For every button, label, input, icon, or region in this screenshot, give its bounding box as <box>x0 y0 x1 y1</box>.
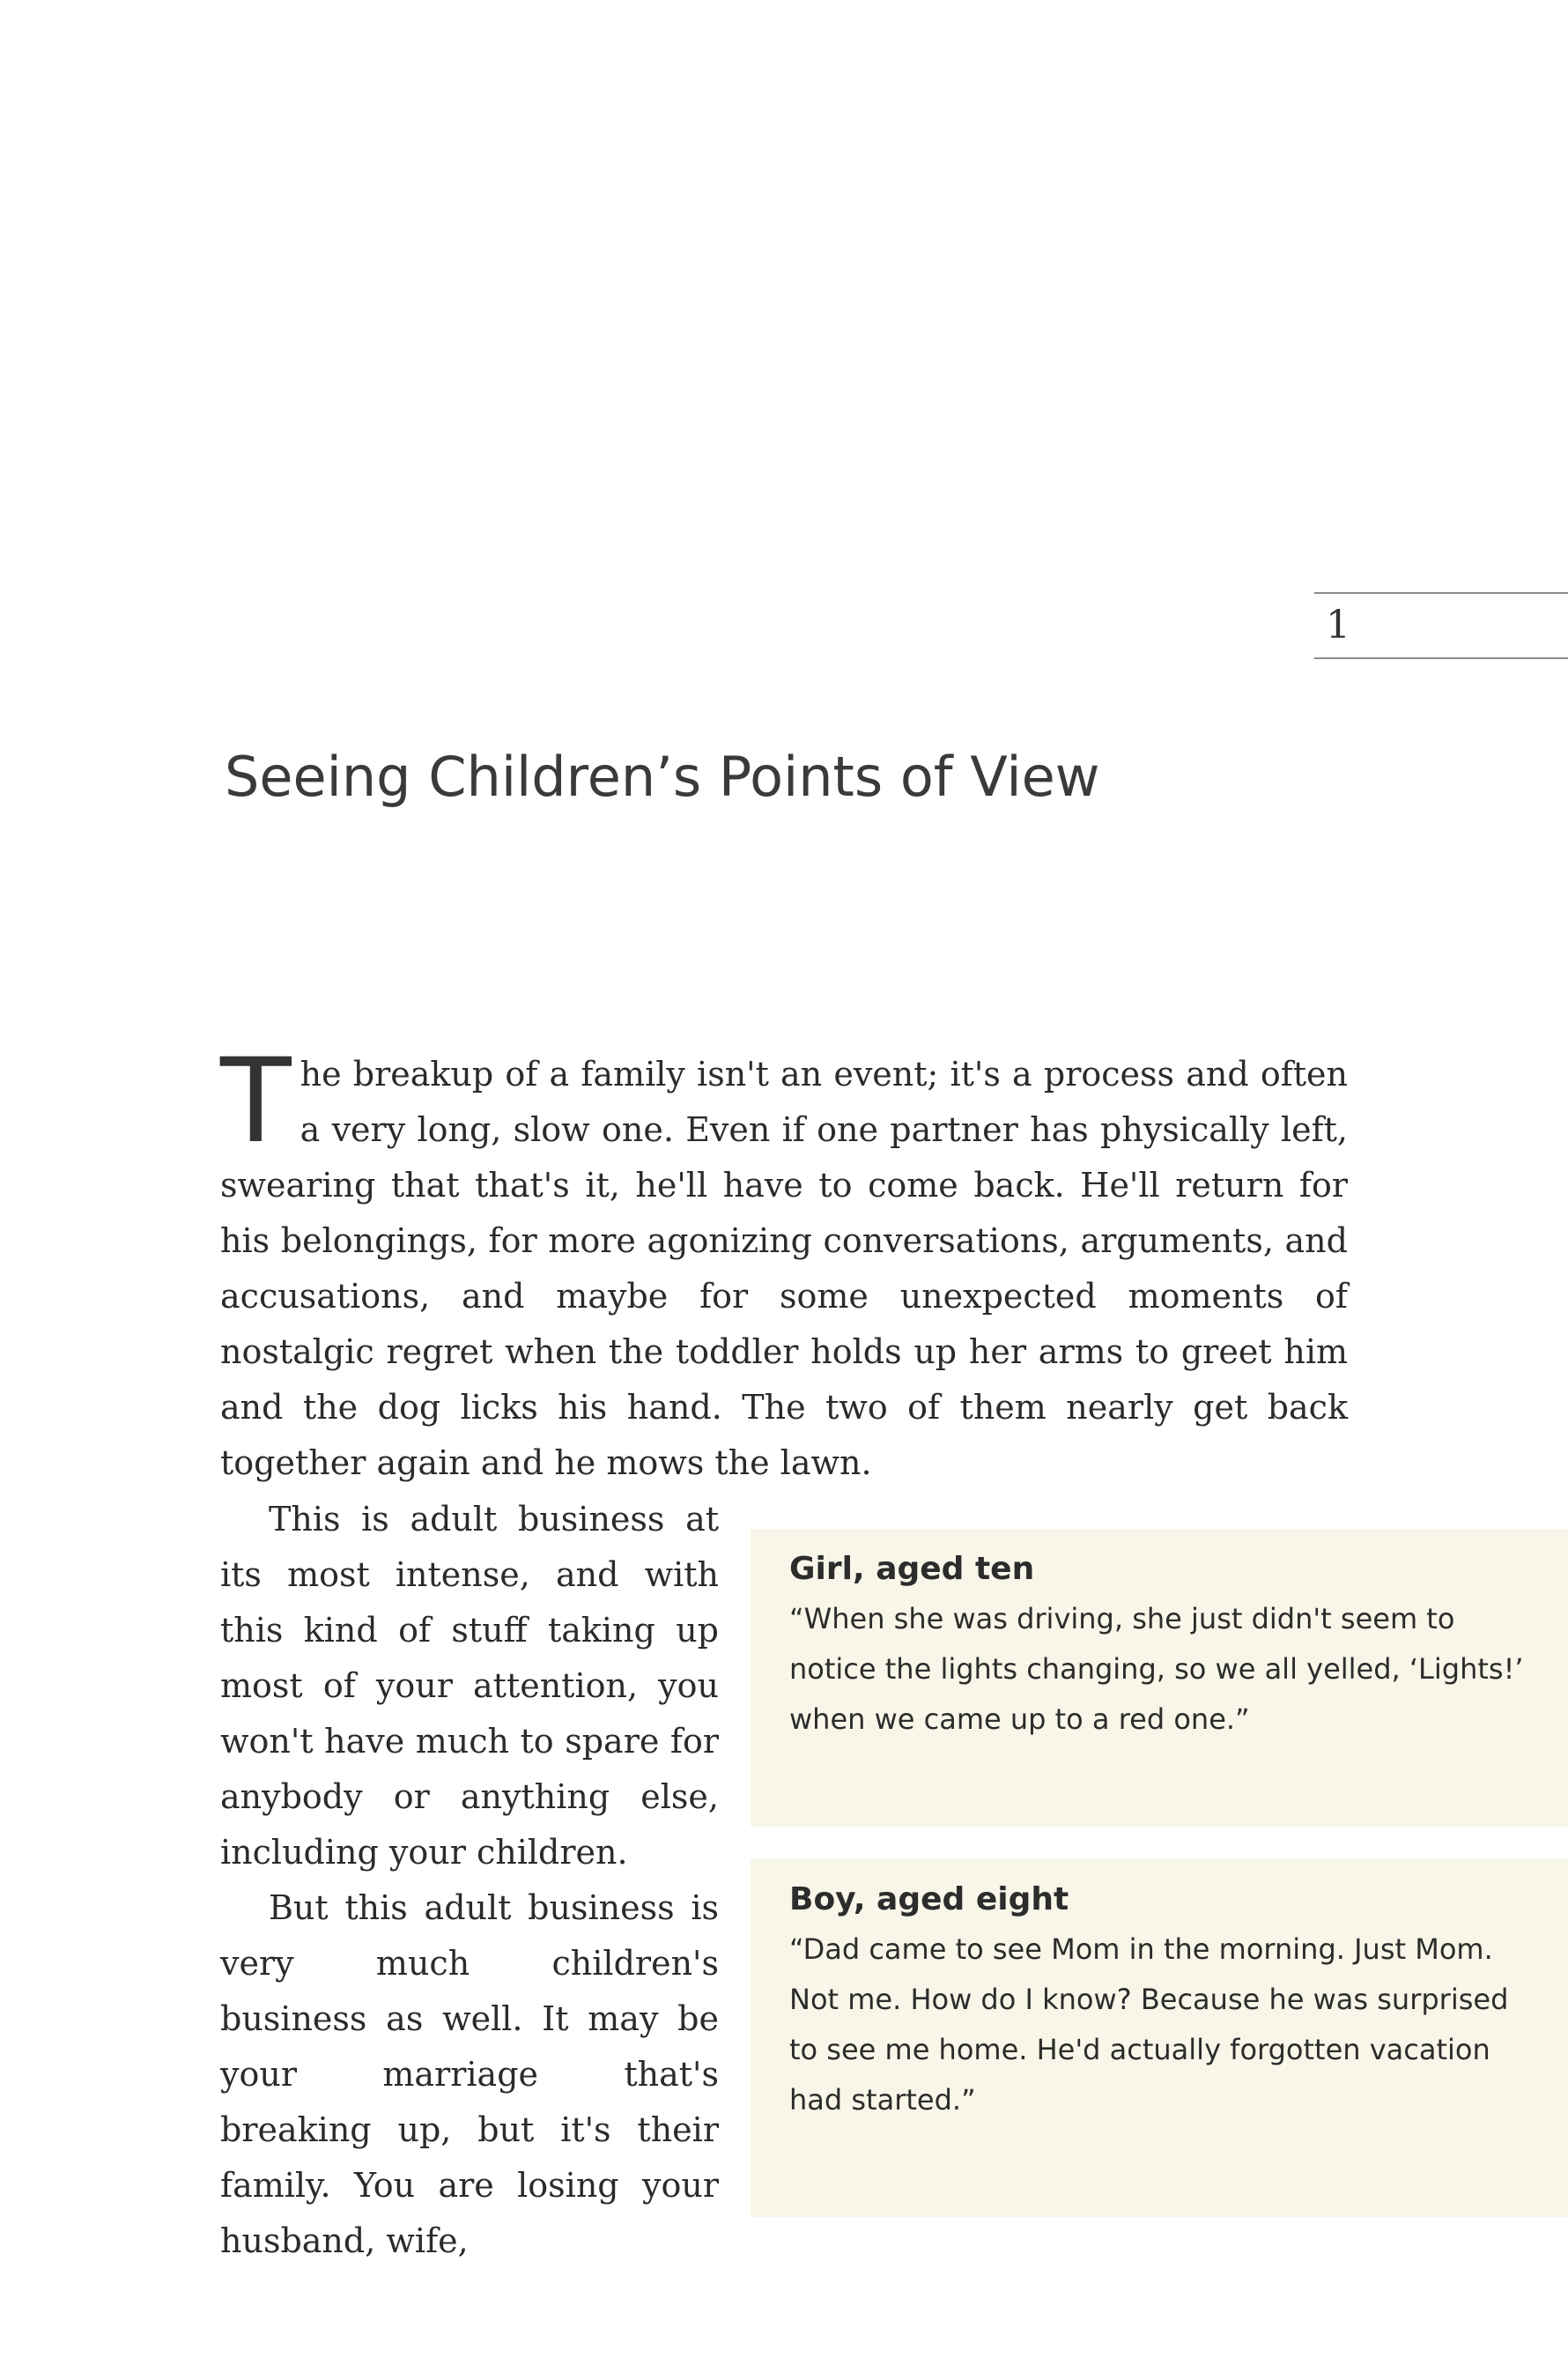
body-paragraph: This is adult business at its most intense, and with this kind of stuff taking up most of your attention, you won't have much to spare for anybody or anything else, including your children. <box>220 1500 719 1872</box>
body-column <box>220 1492 719 2269</box>
opening-text: he breakup of a family isn't an event; it's a process and often a very long, slow one. Even if one partner has physically left, swearing that that's it, he'll have to come back. He'll return for his belongings, for more agonizing conversations, arguments, and accusations, and maybe for some unexpected moments of nostalgic regret when the toddler holds up her arms to greet him and the dog licks his hand. The two of them nearly get back together again and he mows the lawn. <box>220 1055 1348 1482</box>
opening-paragraph <box>220 1034 1348 1491</box>
quote-sidebar <box>751 1529 1568 1827</box>
drop-cap: T <box>220 1034 292 1169</box>
chapter-rule-bottom <box>1314 657 1568 659</box>
chapter-number: 1 <box>1326 603 1350 648</box>
body-paragraph: But this adult business is very much children's business as well. It may be your marriage that's breaking up, but it's their family. You are losing your husband, wife, <box>220 1888 719 2260</box>
sidebar-quote: “When she was driving, she just didn't seem to notice the lights changing, so we all yelled, ‘Lights!’ when we came up to a red one.” <box>789 1602 1524 1736</box>
chapter-rule-top <box>1314 592 1568 594</box>
sidebar-heading: Boy, aged eight <box>789 1881 1069 1917</box>
sidebar-heading: Girl, aged ten <box>789 1551 1035 1587</box>
sidebar-quote: “Dad came to see Mom in the morning. Just Mom. Not me. How do I know? Because he was surprised to see me home. He'd actually forgotten vacation had started.” <box>789 1932 1509 2117</box>
chapter-title: Seeing Children’s Points of View <box>225 745 1100 809</box>
quote-sidebar <box>751 1859 1568 2217</box>
